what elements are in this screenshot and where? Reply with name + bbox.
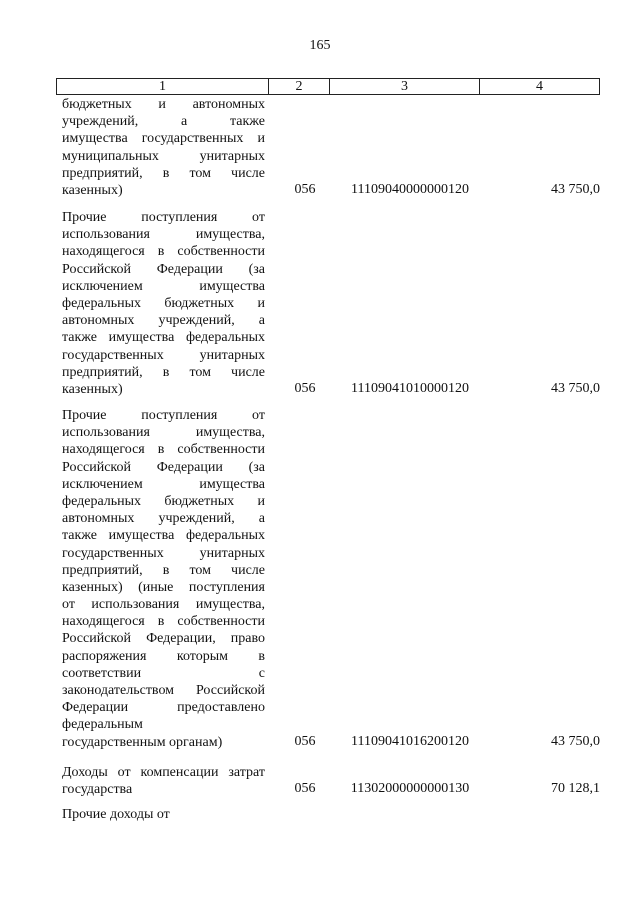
kbk-code: 11302000000000130 [350,781,470,797]
description-line: исключением имущества [62,278,265,294]
amount-value: 43 750,0 [551,733,600,749]
description-line: предприятий, в том числе [62,165,265,181]
description-line: муниципальных унитарных [62,148,265,164]
admin-code: 056 [294,381,316,396]
row-description [62,407,265,751]
description-line: федеральных бюджетных и [62,295,265,311]
description-line: имущества государственных и [62,131,265,147]
row-description [62,806,265,823]
description-line: использования имущества, [62,425,265,441]
description-line: находящегося в собственности [62,442,265,458]
description-line: федеральным [62,717,143,733]
page-number: 165 [309,38,331,53]
kbk-code: 11109041016200120 [351,733,469,749]
description-line: предприятий, в том числе [62,364,265,380]
description-line: использования имущества, [62,227,265,243]
description-line: Федерации предоставлено [62,700,265,716]
description-line: Прочие доходы от [62,807,170,822]
description-line: Доходы от компенсации затрат [62,765,265,780]
description-line: государственных унитарных [62,347,265,363]
description-line: федеральных бюджетных и [62,493,265,509]
description-line: автономных учреждений, а [62,313,265,329]
description-line: также имущества федеральных [62,330,265,346]
column-header-1: 1 [159,79,166,94]
amount-value: 43 750,0 [551,381,600,396]
description-line: Российской Федерации (за [62,261,265,277]
row-description [62,209,265,398]
column-header-3: 3 [329,79,479,94]
table-header [56,78,600,95]
description-line: казенных) [62,381,123,397]
description-line: казенных) (иные поступления [62,579,265,595]
description-line: казенных) [62,182,123,198]
description-line: учреждений, а также [62,114,265,130]
description-line: государственным органам) [62,734,223,750]
kbk-code: 11109041010000120 [351,381,469,396]
amount-value: 43 750,0 [551,182,600,197]
description-line: автономных учреждений, а [62,511,265,527]
column-header-2: 2 [268,79,329,94]
description-line: бюджетных и автономных [62,97,265,112]
row-description [62,764,265,798]
description-line: государства [62,782,133,798]
admin-code: 056 [294,182,316,197]
description-line: исключением имущества [62,476,265,492]
description-line: также имущества федеральных [62,528,265,544]
description-line: Российской Федерации (за [62,459,265,475]
admin-code: 056 [294,781,316,797]
column-header-4: 4 [479,79,599,94]
description-line: предприятий, в том числе [62,562,265,578]
description-line: Прочие поступления от [62,408,265,423]
description-line: находящегося в собственности [62,244,265,260]
description-line: законодательством Российской [62,683,265,698]
description-line: Прочие поступления от [62,210,265,225]
description-line: распоряжения которым в [62,648,265,664]
kbk-code: 11109040000000120 [351,182,469,197]
description-line: от использования имущества, [62,597,265,613]
admin-code: 056 [294,733,316,749]
description-line: Российской Федерации, право [62,631,265,647]
description-line: государственных унитарных [62,545,265,561]
description-line: находящегося в собственности [62,614,265,630]
description-line: соответствии с [62,665,265,681]
amount-value: 70 128,1 [551,781,600,797]
row-description [62,96,265,199]
